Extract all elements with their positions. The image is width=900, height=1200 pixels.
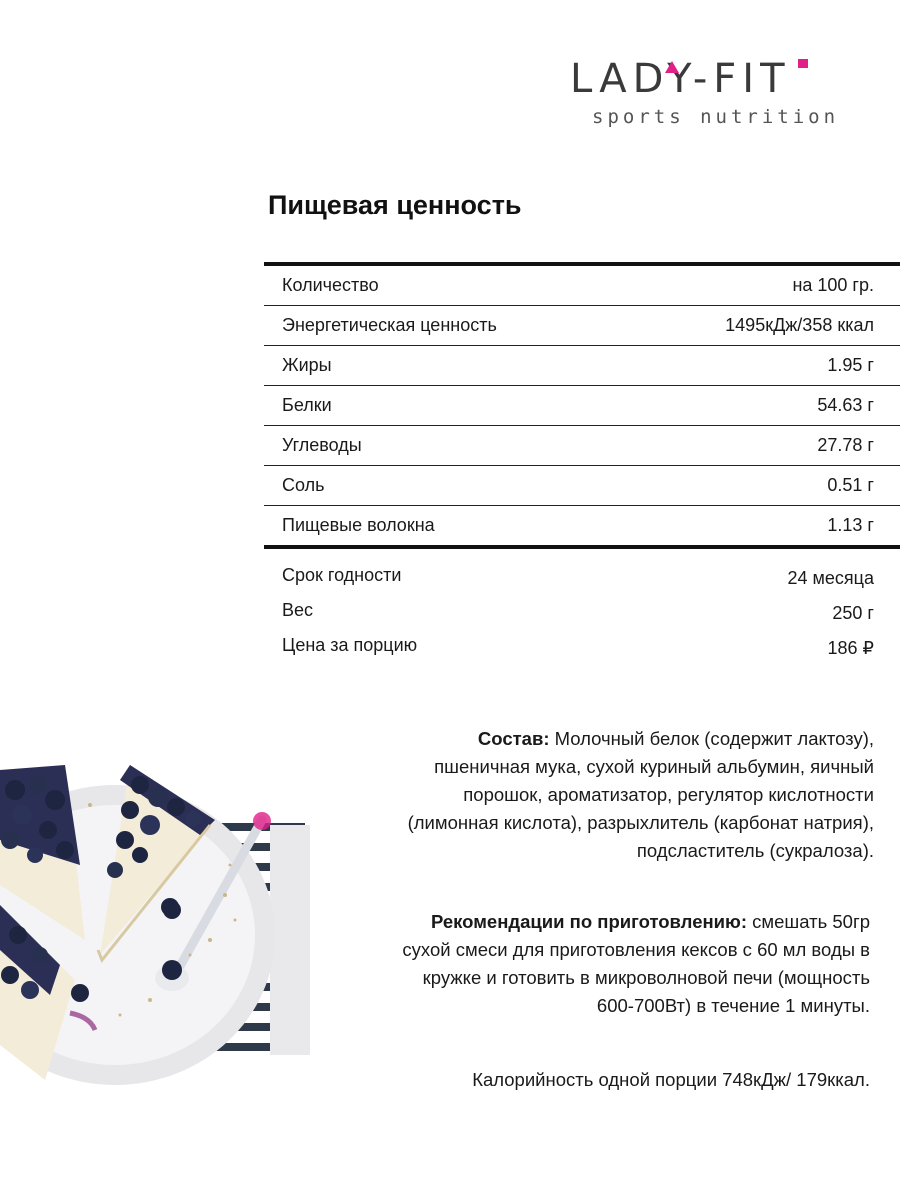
brand-tagline: sports nutrition xyxy=(592,106,840,128)
row-label: Белки xyxy=(282,395,332,415)
info-label: Цена за порцию xyxy=(282,635,418,655)
table-row xyxy=(264,266,900,306)
logo-accent-triangle xyxy=(665,61,679,73)
table-row xyxy=(264,466,900,506)
info-row xyxy=(282,628,874,663)
blueberry-cheesecake-image xyxy=(0,745,330,1090)
row-label: Жиры xyxy=(282,355,332,375)
info-row xyxy=(282,558,874,593)
info-label: Вес xyxy=(282,600,314,620)
table-row xyxy=(264,426,900,466)
row-label: Количество xyxy=(282,275,379,295)
composition-text xyxy=(400,725,874,865)
brand-name: LADY-FIT xyxy=(570,56,791,102)
calories-note: Калорийность одной порции 748кДж/ 179ккал. xyxy=(472,1069,870,1090)
row-value: на 100 гр. xyxy=(792,275,874,295)
row-value: 54.63 г xyxy=(817,395,874,415)
row-value: 1.13 г xyxy=(827,515,874,535)
page-title: Пищевая ценность xyxy=(268,190,522,220)
recommendations-text xyxy=(400,908,870,1020)
info-row xyxy=(282,593,874,628)
row-value: 1.95 г xyxy=(827,355,874,375)
row-value: 1495кДж/358 ккал xyxy=(725,315,874,335)
logo-accent-square xyxy=(798,59,808,68)
table-row xyxy=(264,346,900,386)
info-label: Срок годности xyxy=(282,565,402,585)
recommendations-body: смешать 50гр сухой смеси для приготовления кексов с 60 мл воды в кружке и готовить в микроволновой печи (мощность 600-700Вт) в течение 1 минуты. xyxy=(402,911,870,1016)
row-label: Энергетическая ценность xyxy=(282,315,497,335)
recommendations-label: Рекомендации по приготовлению: xyxy=(431,911,747,932)
row-label: Пищевые волокна xyxy=(282,515,435,535)
cheesecake-illustration xyxy=(0,745,330,1090)
row-value: 0.51 г xyxy=(827,475,874,495)
info-value: 250 г xyxy=(832,603,874,623)
table-row xyxy=(264,306,900,346)
brand-logo xyxy=(560,55,880,135)
info-value: 24 месяца xyxy=(787,568,874,588)
row-label: Соль xyxy=(282,475,325,495)
row-value: 27.78 г xyxy=(817,435,874,455)
nutrition-table xyxy=(264,262,900,549)
loose-blueberry xyxy=(163,901,181,919)
table-row xyxy=(264,506,900,545)
info-value: 186 ₽ xyxy=(827,638,874,658)
row-label: Углеводы xyxy=(282,435,362,455)
extra-info xyxy=(282,558,874,663)
table-row xyxy=(264,386,900,426)
composition-body: Молочный белок (содержит лактозу), пшеничная мука, сухой куриный альбумин, яичный порошок, ароматизатор, регулятор кислотности (лимонная кислота), разрыхлитель (карбонат натрия), подсластитель (сукралоза). xyxy=(407,728,874,861)
composition-label: Состав: xyxy=(477,728,550,749)
